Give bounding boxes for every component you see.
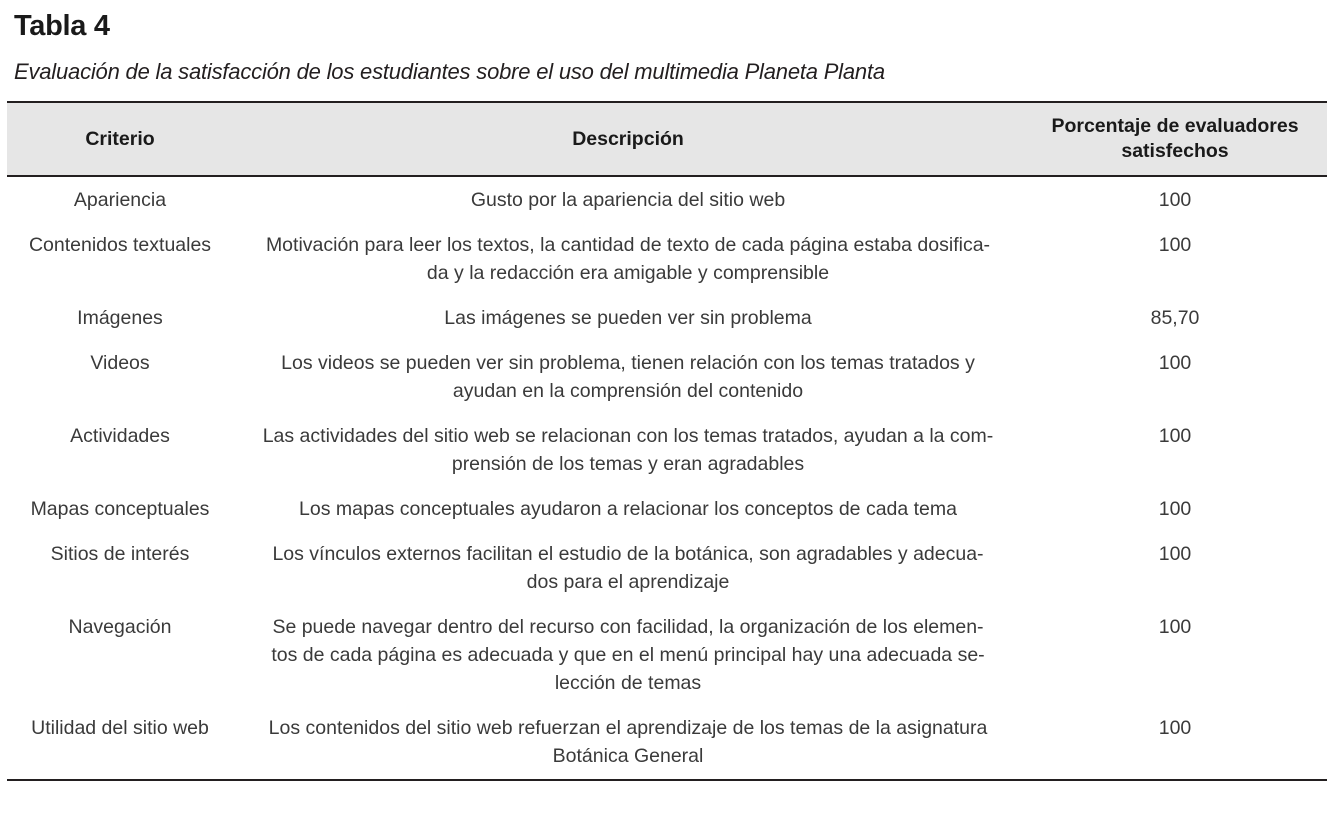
cell-descripcion (233, 176, 1023, 223)
descripcion-line: prensión de los temas y eran agradables (451, 453, 805, 475)
descripcion-line: Botánica General (552, 745, 704, 767)
cell-porcentaje: 100 (1158, 234, 1192, 256)
cell-descripcion (233, 296, 1023, 341)
cell-porcentaje: 100 (1158, 616, 1192, 638)
header-porcentaje-line: satisfechos (1121, 140, 1229, 162)
table-row (7, 296, 1327, 341)
header-porcentaje (1023, 102, 1327, 176)
cell-criterio: Sitios de interés (50, 543, 190, 565)
header-criterio: Criterio (7, 102, 233, 176)
table-title: Tabla 4 (14, 10, 110, 42)
header-row (7, 102, 1327, 176)
cell-porcentaje: 100 (1158, 189, 1192, 211)
descripcion-line: Se puede navegar dentro del recurso con facilidad, la organización de los elemen- (272, 616, 984, 638)
header-porcentaje-line: Porcentaje de evaluadores (1051, 115, 1299, 137)
cell-descripcion (233, 414, 1023, 487)
cell-descripcion (233, 487, 1023, 532)
descripcion-line: da y la redacción era amigable y comprensible (426, 262, 830, 284)
header-descripcion: Descripción (233, 102, 1023, 176)
table-row (7, 341, 1327, 414)
table-row (7, 487, 1327, 532)
cell-porcentaje: 100 (1023, 706, 1327, 780)
cell-criterio: Utilidad del sitio web (7, 706, 233, 780)
cell-porcentaje: 85,70 (1150, 307, 1200, 329)
cell-criterio: Imágenes (77, 307, 163, 329)
table-row (7, 706, 1327, 780)
descripcion-line: tos de cada página es adecuada y que en el menú principal hay una adecuada se- (271, 644, 985, 666)
cell-criterio: Apariencia (73, 189, 167, 211)
table-row (7, 176, 1327, 223)
descripcion-line: dos para el aprendizaje (526, 571, 730, 593)
cell-porcentaje: 100 (1158, 352, 1192, 374)
table-caption: Evaluación de la satisfacción de los estudiantes sobre el uso del multimedia Planeta Planta (14, 59, 885, 84)
descripcion-line: Los videos se pueden ver sin problema, tienen relación con los temas tratados y (281, 352, 975, 374)
descripcion-line: Gusto por la apariencia del sitio web (470, 189, 786, 211)
cell-criterio: Videos (90, 352, 150, 374)
descripcion-line: Motivación para leer los textos, la cantidad de texto de cada página estaba dosifica- (265, 234, 991, 256)
descripcion-line: lección de temas (554, 672, 702, 694)
cell-criterio: Mapas conceptuales (30, 498, 210, 520)
cell-descripcion (233, 223, 1023, 296)
descripcion-line: Los mapas conceptuales ayudaron a relacionar los conceptos de cada tema (299, 498, 957, 520)
table-header (7, 102, 1327, 176)
table-row (7, 605, 1327, 706)
descripcion-line: Los vínculos externos facilitan el estudio de la botánica, son agradables y adecua- (272, 543, 984, 565)
table-body (7, 176, 1327, 780)
descripcion-line: Los contenidos del sitio web refuerzan el aprendizaje de los temas de la asignatura (268, 717, 988, 739)
descripcion-line: Las imágenes se pueden ver sin problema (444, 307, 812, 329)
descripcion-line: Las actividades del sitio web se relacionan con los temas tratados, ayudan a la com- (262, 425, 994, 447)
cell-porcentaje: 100 (1158, 543, 1192, 565)
table-row (7, 414, 1327, 487)
cell-descripcion (233, 706, 1023, 780)
cell-descripcion (233, 605, 1023, 706)
cell-descripcion (233, 341, 1023, 414)
satisfaction-table (7, 101, 1327, 781)
cell-criterio: Actividades (70, 425, 170, 447)
cell-descripcion (233, 532, 1023, 605)
table-row (7, 532, 1327, 605)
table-row (7, 223, 1327, 296)
cell-criterio: Navegación (68, 616, 172, 638)
cell-criterio: Contenidos textuales (28, 234, 212, 256)
cell-porcentaje: 100 (1158, 425, 1192, 447)
descripcion-line: ayudan en la comprensión del contenido (452, 380, 804, 402)
cell-porcentaje: 100 (1158, 498, 1192, 520)
